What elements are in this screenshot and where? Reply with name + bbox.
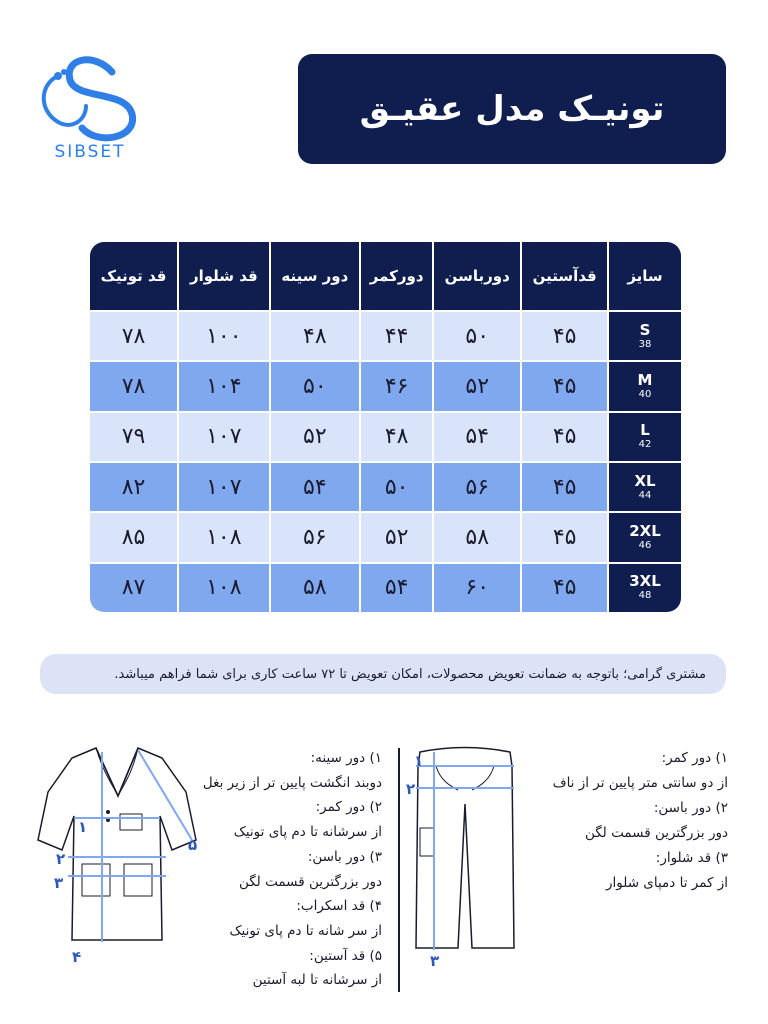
guide-line: دوبند انگشت پایین تر از زیر بغل	[202, 774, 382, 791]
eu-size: 38	[638, 338, 652, 350]
guide-line: از سرشانه تا لبه آستین	[252, 972, 382, 989]
table-cell: ۴۵	[522, 362, 607, 410]
brand-logo	[34, 50, 146, 170]
pants-marker-1: ۱	[414, 752, 424, 770]
size-cell	[609, 564, 681, 612]
guide-line: از سرشانه تا دم پای تونیک	[233, 824, 382, 841]
table-row	[90, 463, 681, 511]
table-cell: ۵۸	[434, 513, 520, 561]
table-cell: ۵۲	[361, 513, 432, 561]
pants-illustration-icon	[410, 744, 520, 966]
table-cell: ۴۸	[361, 413, 432, 461]
pants-marker-2: ۲	[406, 780, 416, 798]
header-chest: دور سینه	[271, 242, 360, 310]
table-cell: ۵۰	[434, 312, 520, 360]
table-cell: ۵۶	[271, 513, 360, 561]
guide-line: از دو سانتی متر پایین تر از ناف	[552, 775, 728, 791]
eu-size: 48	[638, 590, 652, 602]
table-cell: ۱۰۸	[179, 513, 269, 561]
table-cell: ۷۹	[90, 413, 177, 461]
size-label: XL	[634, 471, 656, 490]
size-label: 3XL	[629, 572, 661, 591]
table-cell: ۱۰۸	[179, 564, 269, 612]
table-cell: ۵۴	[271, 463, 360, 511]
tunic-marker-1: ۱	[78, 818, 88, 836]
table-cell: ۸۲	[90, 463, 177, 511]
table-cell: ۶۰	[434, 564, 520, 612]
title-banner	[298, 54, 726, 164]
guide-line: ۲) دور کمر:	[315, 799, 382, 816]
size-label: L	[640, 421, 650, 440]
size-chart	[88, 240, 683, 614]
table-cell: ۸۵	[90, 513, 177, 561]
table-cell: ۴۵	[522, 564, 607, 612]
header-hip: دورباسن	[434, 242, 520, 310]
table-cell: ۵۰	[361, 463, 432, 511]
pants-measure-guide	[532, 746, 728, 896]
table-cell: ۷۸	[90, 362, 177, 410]
guide-line: ۳) قد شلوار:	[655, 850, 728, 866]
table-cell: ۴۶	[361, 362, 432, 410]
table-cell: ۴۸	[271, 312, 360, 360]
table-cell: ۱۰۰	[179, 312, 269, 360]
table-row	[90, 564, 681, 612]
table-cell: ۵۸	[271, 564, 360, 612]
guide-line: ۱) دور سینه:	[310, 750, 382, 766]
size-cell	[609, 463, 681, 511]
guide-line: دور بزرگترین قسمت لگن	[584, 825, 728, 841]
table-row	[90, 312, 681, 360]
size-label: 2XL	[629, 521, 661, 540]
size-cell	[609, 362, 681, 410]
table-cell: ۵۲	[434, 362, 520, 410]
tunic-marker-3: ۳	[54, 874, 64, 892]
table-cell: ۴۵	[522, 312, 607, 360]
header-pants-length: قد شلوار	[179, 242, 269, 310]
header-sleeve-length: قدآستین	[522, 242, 607, 310]
table-cell: ۸۷	[90, 564, 177, 612]
eu-size: 44	[638, 489, 652, 501]
table-cell: ۴۵	[522, 463, 607, 511]
table-cell: ۷۸	[90, 312, 177, 360]
table-cell: ۴۴	[361, 312, 432, 360]
guide-line: ۲) دور باسن:	[653, 800, 728, 816]
table-cell: ۴۵	[522, 413, 607, 461]
guide-line: ۳) دور باسن:	[307, 848, 382, 865]
table-cell: ۵۶	[434, 463, 520, 511]
table-cell: ۵۲	[271, 413, 360, 461]
table-cell: ۱۰۴	[179, 362, 269, 410]
tunic-measure-guide	[176, 746, 382, 993]
size-cell	[609, 513, 681, 561]
tunic-marker-4: ۴	[72, 948, 82, 966]
guide-line: دور بزرگترین قسمت لگن	[238, 873, 382, 890]
guide-line: از سر شانه تا دم پای تونیک	[229, 922, 382, 939]
size-cell	[609, 413, 681, 461]
eu-size: 42	[638, 439, 652, 451]
table-cell: ۵۴	[361, 564, 432, 612]
table-row	[90, 513, 681, 561]
exchange-notice: مشتری گرامی؛ باتوجه به ضمانت تعویض محصولات، امکان تعویض تا ۷۲ ساعت کاری برای شما فراهم میباشد.	[40, 654, 726, 694]
stethoscope-logo-icon	[34, 50, 146, 142]
guide-line: ۱) دور کمر:	[661, 750, 728, 766]
header-size: سایز	[609, 242, 681, 310]
eu-size: 46	[638, 539, 652, 551]
tunic-marker-5: ۵	[188, 836, 198, 854]
table-cell: ۵۰	[271, 362, 360, 410]
pants-marker-3: ۳	[430, 952, 440, 970]
header-waist: دورکمر	[361, 242, 432, 310]
table-row	[90, 413, 681, 461]
table-cell: ۵۴	[434, 413, 520, 461]
page-title: تونیـک مدل عقیـق	[359, 89, 665, 129]
eu-size: 40	[638, 388, 652, 400]
tunic-marker-2: ۲	[56, 850, 66, 868]
section-divider	[398, 748, 400, 992]
size-label: S	[639, 320, 651, 339]
table-header-row	[90, 242, 681, 310]
guide-line: ۵) قد آستین:	[309, 947, 382, 964]
size-table	[88, 240, 683, 614]
header-tunic-length: قد تونیک	[90, 242, 177, 310]
size-cell	[609, 312, 681, 360]
brand-name: SIBSET	[54, 142, 126, 162]
table-cell: ۱۰۷	[179, 413, 269, 461]
guide-line: از کمر تا دمپای شلوار	[605, 875, 728, 891]
guide-line: ۴) قد اسکراب:	[296, 898, 382, 915]
table-cell: ۱۰۷	[179, 463, 269, 511]
size-label: M	[637, 370, 653, 389]
table-cell: ۴۵	[522, 513, 607, 561]
table-row	[90, 362, 681, 410]
